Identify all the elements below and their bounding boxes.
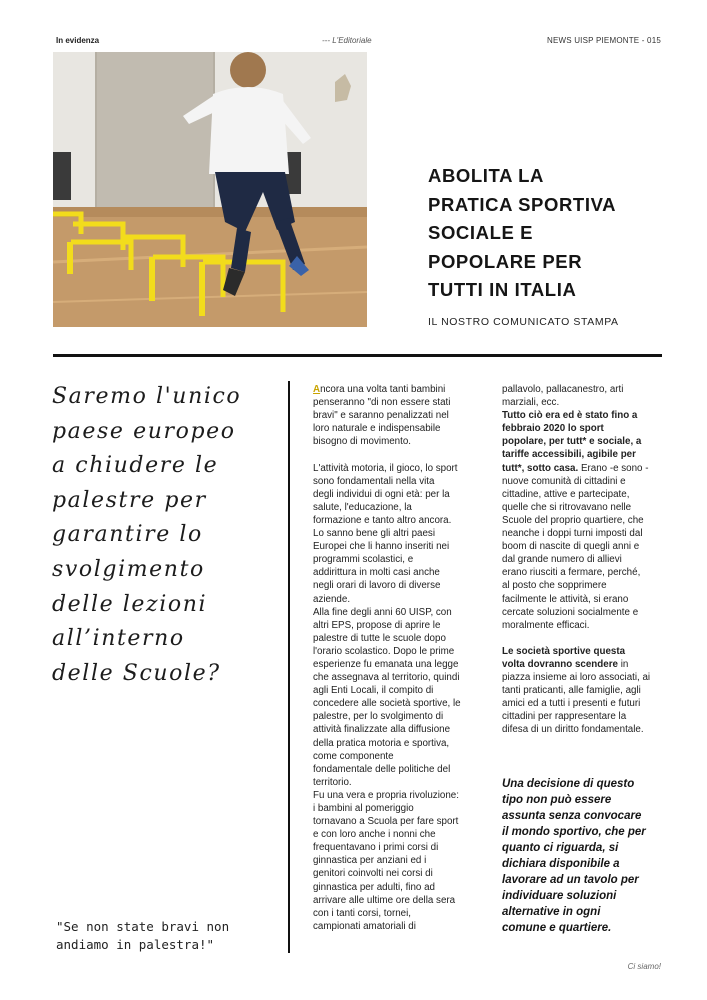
body-line: popolare, per tutt* e sociale, a xyxy=(502,436,642,448)
vertical-divider xyxy=(288,381,290,953)
category-label: --- L'Editoriale xyxy=(322,36,372,45)
body-line: tornavano a Scuola per fare sport xyxy=(313,816,459,828)
body-line: marziali, ecc. xyxy=(502,397,560,409)
body-line: arrivare alle ultime ore della sera xyxy=(313,894,456,906)
body-line: degli individui di ogni età: per la xyxy=(313,488,450,500)
paragraph xyxy=(502,645,670,737)
closing-line: tipo non può essere xyxy=(502,794,612,806)
foot-quote-line: "Se non state bravi non xyxy=(56,919,230,934)
issue-label: NEWS UISP PIEMONTE - 015 xyxy=(546,36,661,45)
body-line: Europei che li hanno inseriti nei xyxy=(313,541,450,553)
child-jumping-hurdles-illustration xyxy=(53,52,367,327)
paragraph xyxy=(313,462,481,933)
body-line: concedere alle società sportive, le xyxy=(313,698,461,710)
body-line: Lo sanno bene gli altri paesi xyxy=(313,528,436,540)
body-line: agli Enti Locali, il compito di xyxy=(313,685,434,697)
closing-line: alternative in ogni xyxy=(502,906,601,918)
body-line: penseranno "di non essere stati xyxy=(313,397,451,409)
body-line: con i tanti corsi, tornei, xyxy=(313,907,412,919)
body-line: fondamentale delle politiche del xyxy=(313,763,451,775)
paragraph xyxy=(502,383,670,632)
headline-line: TUTTI IN ITALIA xyxy=(428,279,577,300)
closing-line: assunta senza convocare xyxy=(502,810,642,822)
foot-quote-line: andiamo in palestra!" xyxy=(56,937,215,952)
body-line: pallavolo, pallacanestro, arti xyxy=(502,384,624,395)
body-line: tanti praticanti, alle famiglie, agli xyxy=(502,685,641,697)
body-line: esperienze fu emanata una legge xyxy=(313,658,459,670)
body-column-2 xyxy=(502,383,670,737)
body-line: sono fondamentali nella vita xyxy=(313,475,435,487)
body-line: erano riusciti a fermare, perché, xyxy=(502,567,641,579)
body-line: cercate soluzioni socialmente e xyxy=(502,606,639,618)
body-line: quelle che si ritrovavano nelle xyxy=(502,501,632,513)
body-line-text: Erano -e sono - xyxy=(580,462,649,474)
body-line: Scuole del proprio quartiere, che xyxy=(502,514,644,526)
body-line: negli orari di lavoro di diverse xyxy=(313,580,441,592)
pull-quote-line: svolgimento xyxy=(52,556,205,582)
body-line: aziende. xyxy=(313,593,351,605)
pull-quote-line: delle Scuole? xyxy=(52,660,221,686)
body-line-bold: volta dovranno scendere xyxy=(502,658,618,670)
closing-line: il mondo sportivo, che per xyxy=(502,826,646,838)
body-line: frequentavano i primi corsi di xyxy=(313,842,439,854)
body-line: febbraio 2020 lo sport xyxy=(502,423,604,435)
closing-line: dichiara disponibile a xyxy=(502,858,620,870)
body-line: come componente xyxy=(313,750,394,762)
body-line: piazza insieme ai loro associati, ai xyxy=(502,672,651,684)
body-line: nuove comunità di cittadini e xyxy=(502,475,626,487)
pull-quote-line: Saremo l'unico xyxy=(52,384,242,409)
body-line-bold: tutt*, sotto casa. xyxy=(502,462,579,474)
body-line xyxy=(502,658,670,671)
body-line: bisogno di movimento. xyxy=(313,436,412,448)
body-line: palestre di tutte le scuole dopo xyxy=(313,632,446,644)
body-line: ginnastica per anziani ed i xyxy=(313,855,427,867)
headline-line: SOCIALE E xyxy=(428,222,534,243)
body-line: difesa di un diritto fondamentale. xyxy=(502,724,644,736)
body-line: Tutto ciò era ed è stato fino a xyxy=(502,410,638,422)
body-line-text: ncora una volta tanti bambini xyxy=(320,384,446,395)
body-line: ginnastica per adulti, fino ad xyxy=(313,881,435,893)
closing-statement xyxy=(502,776,667,936)
body-line: formazione e tanto altro ancora. xyxy=(313,514,452,526)
body-line: neanche i doppi turni imposti dal xyxy=(502,528,643,540)
pull-quote-line: delle lezioni xyxy=(52,591,208,617)
body-line: palestre, per lo svolgimento di xyxy=(313,711,444,723)
pull-quote-line: palestre per xyxy=(52,487,207,513)
pull-quote xyxy=(52,380,282,691)
body-line: cittadini per rappresentare la xyxy=(502,711,627,723)
body-line: boom di nascite di quegli anni e xyxy=(502,541,640,553)
body-line: Le società sportive questa xyxy=(502,645,626,657)
body-line: dal grande numero di allievi xyxy=(502,554,622,566)
signoff: Ci siamo! xyxy=(627,962,661,971)
body-line: salute, l'educazione, la xyxy=(313,501,412,513)
body-column-1 xyxy=(313,383,481,933)
article-headline xyxy=(428,162,678,305)
body-line: loro naturale e indispensabile xyxy=(313,423,441,435)
closing-line: Una decisione di questo xyxy=(502,778,635,790)
body-line: i bambini al pomeriggio xyxy=(313,803,414,814)
body-line-text: in xyxy=(620,658,629,670)
closing-line: individuare soluzioni xyxy=(502,890,617,902)
section-label: In evidenza xyxy=(56,36,100,45)
headline-line: PRATICA SPORTIVA xyxy=(428,193,617,215)
body-line: attività finalizzate alla diffusione xyxy=(313,724,451,736)
foot-quote xyxy=(56,918,282,954)
body-line: l'orario scolastico. Dopo le prime xyxy=(313,645,455,657)
body-line: tariffe accessibili, agibile per xyxy=(502,449,636,461)
closing-line: quanto ci riguarda, si xyxy=(502,842,619,854)
article-subheadline: IL NOSTRO COMUNICATO STAMPA xyxy=(428,316,619,328)
body-line: amici ed a tutti i presenti e futuri xyxy=(502,698,641,710)
body-line: genitori coinvolti nei corsi di xyxy=(313,868,433,880)
pull-quote-line: garantire lo xyxy=(52,522,203,548)
body-line: che assegnava al territorio, quindi xyxy=(313,672,460,684)
pull-quote-line: paese europeo xyxy=(52,418,236,444)
body-line: facilmente le attività, si erano xyxy=(502,593,629,605)
headline-line: ABOLITA LA xyxy=(428,165,544,186)
paragraph xyxy=(313,383,481,448)
body-line: cittadine, attive e partecipate, xyxy=(502,488,630,500)
headline-line: POPOLARE PER xyxy=(428,250,583,272)
body-line: al posto che sopprimere xyxy=(502,580,607,592)
body-line: altri EPS, propose di aprire le xyxy=(313,619,441,631)
body-line xyxy=(313,383,481,396)
closing-line: lavorare ad un tavolo per xyxy=(502,874,639,886)
body-line: moralmente efficaci. xyxy=(502,619,590,631)
body-line: L'attività motoria, il gioco, lo sport xyxy=(313,462,458,474)
body-line xyxy=(502,462,670,475)
closing-line: comune e quartiere. xyxy=(502,922,612,934)
body-line: programmi scolastici, e xyxy=(313,554,414,566)
pull-quote-line: all’interno xyxy=(52,626,185,652)
body-line: campionati amatoriali di xyxy=(313,920,416,932)
body-line: della pratica motoria e sportiva, xyxy=(313,737,450,749)
pull-quote-line: a chiudere le xyxy=(52,453,219,479)
drop-cap: A xyxy=(313,384,321,395)
body-line: Alla fine degli anni 60 UISP, con xyxy=(313,606,452,618)
body-line: e con loro anche i nonni che xyxy=(313,829,436,841)
horizontal-divider xyxy=(53,354,662,357)
body-line: addirittura in molti casi anche xyxy=(313,567,440,579)
body-line: territorio. xyxy=(313,776,352,788)
article-photo xyxy=(53,52,367,327)
body-line: bravi" e saranno penalizzati nel xyxy=(313,410,449,422)
body-line: Fu una vera e propria rivoluzione: xyxy=(313,789,459,801)
